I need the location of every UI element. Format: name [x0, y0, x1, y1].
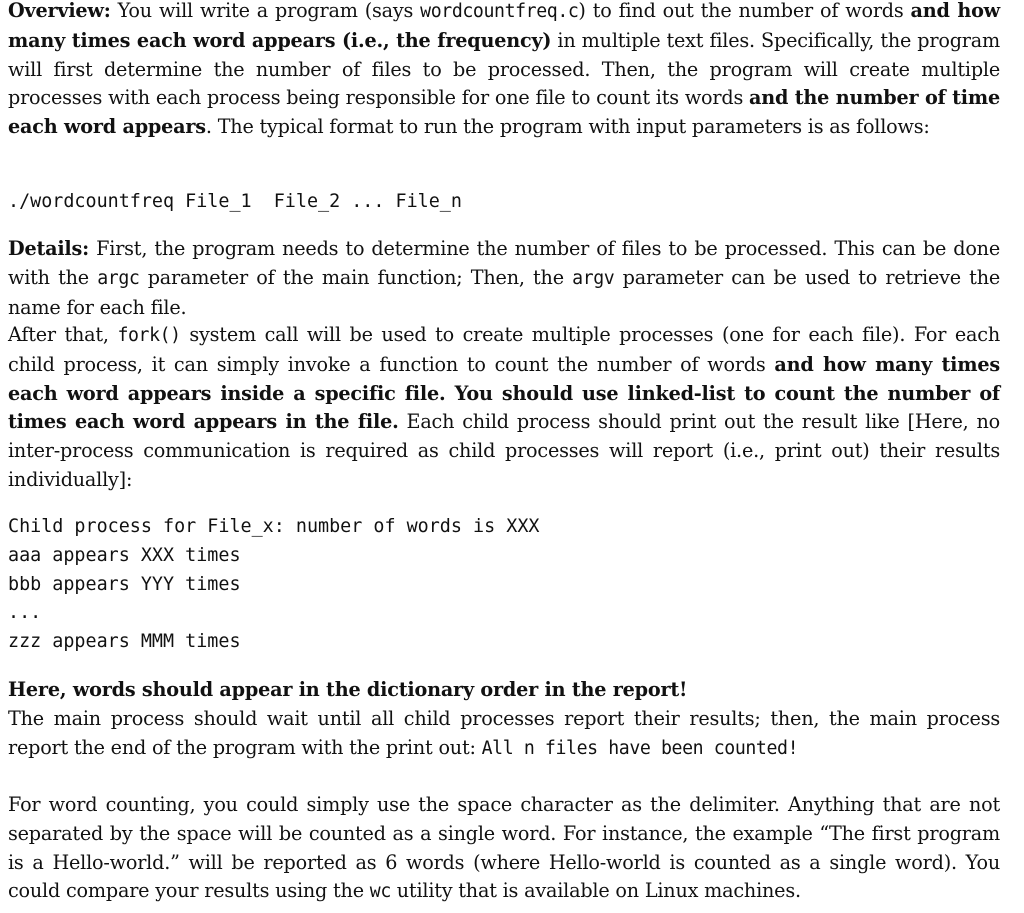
- program-filename: wordcountfreq.c: [420, 1, 579, 22]
- details-text-1: First, the program needs to determine the number of files to be processed. This can be done with the: [8, 237, 1000, 289]
- counting-text-2: utility that is available on Linux machines.: [390, 879, 801, 903]
- output-line: Child process for File_x: number of words is XXX: [8, 516, 540, 537]
- done-message-code: All n files have been counted!: [481, 737, 799, 759]
- counting-text-1: For word counting, you could simply use the space character as the delimiter. Anything that are not separated by the space will be counted as a single word. For instance, the example “The first program is a Hello-world.” will be reported as 6 words (where Hello-world is counted as a single word). You could compare your results using the: [8, 793, 1000, 903]
- word-counting-paragraph: [8, 791, 1000, 907]
- output-line: bbb appears YYY times: [8, 573, 241, 595]
- output-line: zzz appears MMM times: [8, 631, 241, 653]
- argv-code: argv: [572, 267, 615, 289]
- fork-text-3: Each child process should print out the result like [Here, no inter-process communication is required as child processes will report (i.e., print out) their results individually]:: [8, 410, 1000, 491]
- output-line: aaa appears XXX times: [8, 544, 241, 566]
- details-text-3: parameter can be used to retrieve the name for each file.: [8, 265, 1001, 319]
- dictionary-order-paragraph: [8, 676, 1000, 763]
- argc-code: argc: [97, 267, 140, 289]
- details-label: Details:: [8, 237, 90, 260]
- overview-text-4: . The typical format to run the program with input parameters is as follows:: [205, 115, 930, 139]
- fork-text-2: system call will be used to create multiple processes (one for each file). For each child process, it can simply invoke a function to count the number of words: [8, 323, 1000, 376]
- order-text: The main process should wait until all child processes report their results; then, the main process report the end of the program with the print out:: [8, 706, 1000, 759]
- fork-bold: and how many times each word appears inside a specific file. You should use linked-list to count the number of times each word appears in the file.: [8, 352, 1000, 434]
- overview-label: Overview:: [8, 0, 111, 22]
- overview-text-3: in multiple text files. Specifically, the program will first determine the number of files to be processed. Then, the program will create multiple processes with each process being responsible for one file to count its words: [8, 28, 1000, 110]
- fork-text-1: After that,: [8, 323, 118, 346]
- fork-code: fork(): [117, 325, 181, 346]
- overview-bold-2: and the number of time each word appears: [8, 86, 1000, 139]
- output-line: ...: [8, 602, 42, 624]
- dictionary-order-heading: Here, words should appear in the dictionary order in the report!: [8, 678, 688, 701]
- details-paragraph: [8, 235, 1000, 322]
- fork-paragraph: [8, 321, 1000, 495]
- wc-code: wc: [369, 881, 391, 903]
- details-text-2: parameter of the main function; Then, the: [139, 265, 573, 289]
- overview-text-2: ) to find out the number of words: [578, 0, 911, 22]
- command-example: ./wordcountfreq File_1 File_2 ... File_n: [8, 191, 462, 212]
- overview-paragraph: [8, 0, 1000, 142]
- output-example: [8, 513, 539, 657]
- overview-bold-1: and how many times each word appears (i.e., the frequency): [8, 0, 1000, 52]
- overview-text-1: You will write a program (says: [110, 0, 421, 22]
